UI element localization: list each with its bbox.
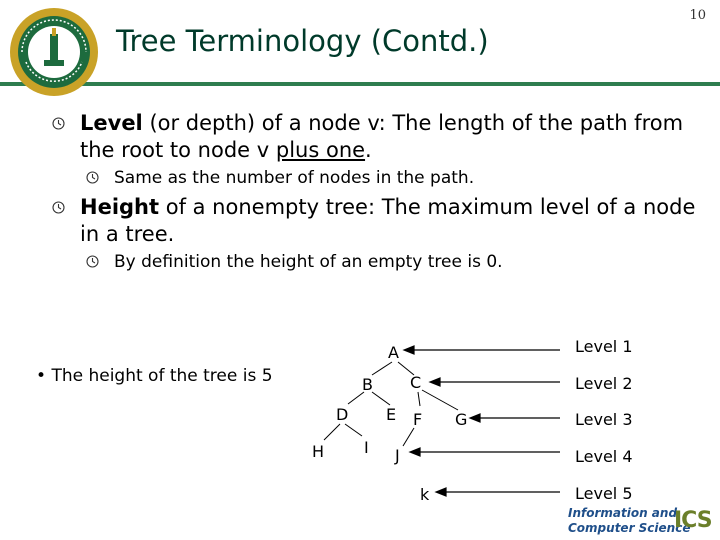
footer-line1: Information and — [568, 506, 678, 520]
tree-node-c: C — [410, 373, 422, 392]
caption-text: The height of the tree is 5 — [51, 366, 273, 386]
underlined-phrase: plus one — [275, 138, 366, 162]
tree-node-k: k — [420, 485, 430, 504]
tree-node-g: G — [455, 410, 468, 429]
level-label-1: Level 1 — [575, 337, 633, 356]
sub-bullet-level: Same as the number of nodes in the path. — [114, 168, 475, 188]
level-label-2: Level 2 — [575, 374, 633, 393]
level-label-3: Level 3 — [575, 410, 633, 429]
level-label-4: Level 4 — [575, 447, 633, 466]
edge-d-h — [324, 424, 340, 440]
edge-c-g — [422, 390, 458, 410]
ics-mark: ICS — [674, 508, 712, 533]
tree-node-i: I — [364, 438, 369, 457]
footer-line2: Computer Science — [568, 521, 691, 535]
tree-node-e: E — [386, 405, 397, 424]
edge-b-e — [372, 392, 390, 405]
edge-a-b — [372, 362, 392, 375]
level-definition-end: . — [365, 138, 372, 162]
tree-node-j: J — [395, 446, 400, 465]
height-definition-text: of a nonempty tree: The maximum level of a node in a tree. — [80, 195, 696, 246]
edge-f-j — [403, 428, 414, 446]
page-number: 10 — [689, 8, 706, 23]
level-definition-text: (or depth) of a node v: The length of the path from the root to node v — [80, 111, 684, 162]
slide-title: Tree Terminology (Contd.) — [116, 24, 489, 58]
tree-node-f: F — [413, 410, 423, 429]
tree-node-b: B — [362, 375, 373, 394]
tree-node-a: A — [388, 343, 399, 362]
tree-node-h: H — [312, 442, 325, 461]
edge-c-f — [418, 392, 420, 406]
tree-height-caption: • The height of the tree is 5 — [36, 366, 273, 386]
tree-node-d: D — [336, 405, 349, 424]
edge-d-i — [345, 424, 362, 436]
sub-bullet-height: By definition the height of an empty tree is 0. — [114, 252, 503, 272]
level-label-5: Level 5 — [575, 484, 633, 503]
ics-footer-logo — [566, 506, 716, 540]
term-level: Level — [80, 111, 143, 135]
term-height: Height — [80, 195, 160, 219]
